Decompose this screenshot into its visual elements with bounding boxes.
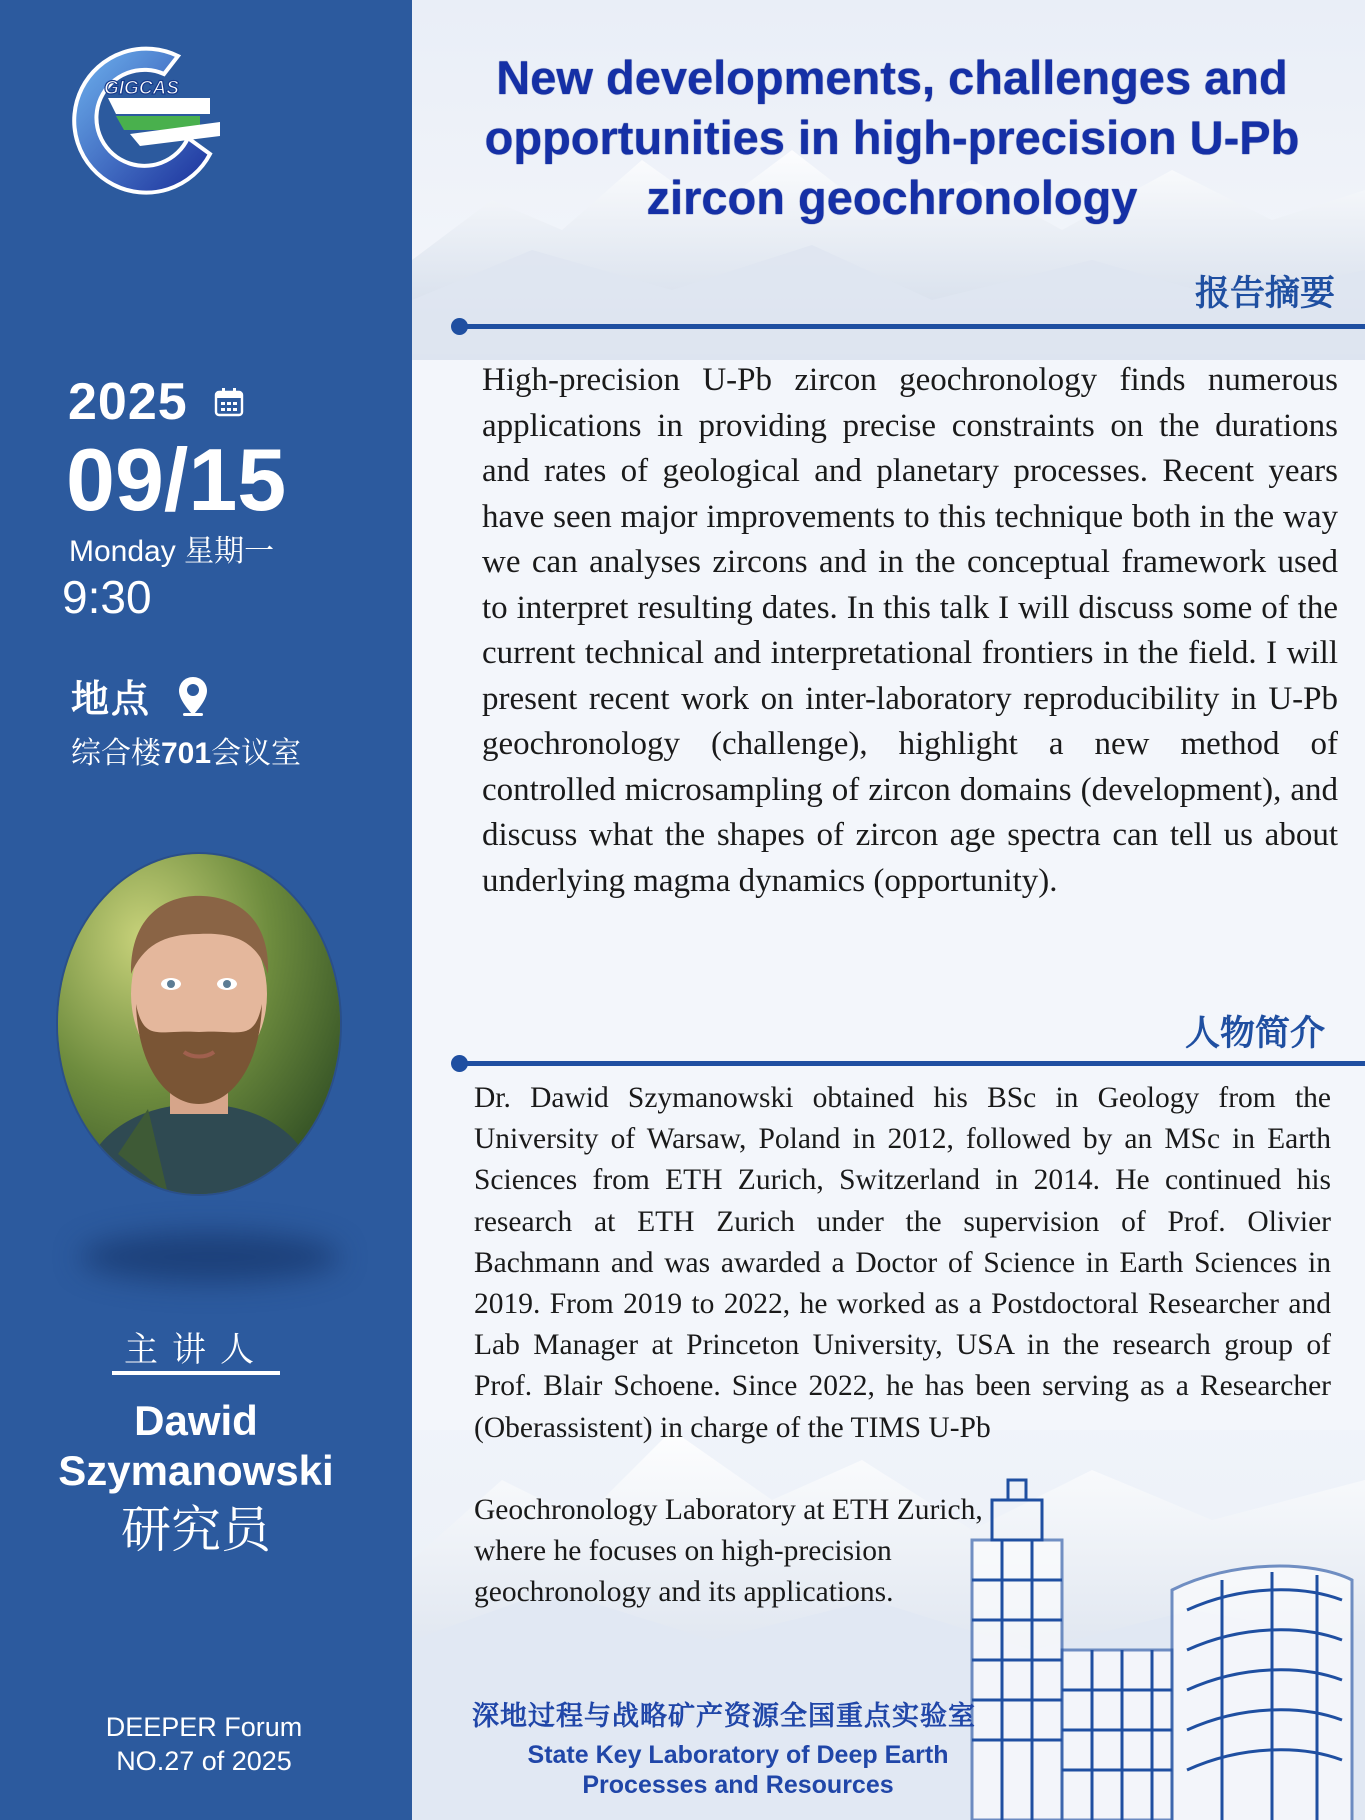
forum-name: DEEPER Forum	[105, 1712, 303, 1742]
photo-shadow	[80, 1232, 340, 1282]
location-label: 地点	[71, 679, 152, 721]
sidebar	[0, 0, 412, 1820]
main-content	[412, 0, 1365, 1820]
speaker-divider	[112, 1371, 280, 1375]
abstract-divider	[458, 324, 1365, 329]
logo-text: GIGCAS	[104, 78, 179, 99]
location-prefix: 综合楼	[71, 737, 161, 770]
map-pin-icon	[177, 675, 209, 717]
bio-text-tail: Geochronology Laboratory at ETH Zurich, where he focuses on high-precision geochronology and its applications.	[474, 1494, 983, 1609]
speaker-photo	[58, 854, 340, 1194]
location-row	[71, 668, 209, 723]
event-year: 2025	[68, 373, 188, 431]
speaker-name-first: Dawid	[134, 1397, 258, 1444]
lab-name-en: State Key Laboratory of Deep Earth Processes and Resources	[527, 1741, 949, 1799]
abstract-text: High-precision U-Pb zircon geochronology finds numerous applications in providing precise constraints on the durations and rates of geological and planetary processes. Recent years have seen major improvements to this technique both in the way we can analyses zircons and in the conceptual framework used to interpret resulting dates. In this talk I will discuss some of the current technical and interpretational frontiers in the field. I will present recent work on inter-laboratory reproducibility in U-Pb geochronology (challenge), highlight a new method of controlled microsampling of zircon domains (development), and discuss what the shapes of zircon age spectra can tell us about underlying magma dynamics (opportunity).	[482, 362, 1338, 899]
speaker-label: 主讲人	[124, 1331, 268, 1369]
location-value	[71, 728, 301, 772]
lab-name-cn: 深地过程与战略矿产资源全国重点实验室	[472, 1701, 976, 1731]
forum-number: NO.27 of 2025	[116, 1746, 292, 1776]
event-time: 9:30	[62, 571, 152, 623]
calendar-icon	[214, 387, 244, 417]
bio-label: 人物简介	[1184, 1014, 1325, 1053]
event-year-row	[68, 372, 244, 432]
bio-divider	[458, 1061, 1365, 1066]
speaker-name-last: Szymanowski	[58, 1447, 334, 1494]
gigcas-logo	[60, 34, 240, 204]
bio-text: Dr. Dawid Szymanowski obtained his BSc in Geology from the University of Warsaw, Poland in 2012, followed by an MSc in Earth Sciences from ETH Zurich, Switzerland in 2014. He continued his research at ETH Zurich under the supervision of Prof. Olivier Bachmann and was awarded a Doctor of Science in Earth Sciences in 2019. From 2019 to 2022, he worked as a Postdoctoral Researcher and Lab Manager at Princeton University, USA in the research group of Prof. Blair Schoene. Since 2022, he has been serving as a Researcher (Oberassistent) in charge of the TIMS U-Pb	[474, 1082, 1331, 1444]
location-room: 701	[161, 737, 212, 770]
location-suffix: 会议室	[211, 737, 302, 770]
forum-info	[0, 1710, 408, 1778]
event-date: 09/15	[66, 430, 287, 529]
event-weekday: Monday 星期一	[69, 535, 275, 568]
talk-title: New developments, challenges and opportunities in high-precision U-Pb zircon geochronology	[484, 51, 1300, 224]
abstract-label: 报告摘要	[1194, 274, 1335, 313]
speaker-name	[0, 1396, 392, 1496]
speaker-title: 研究员	[121, 1502, 271, 1558]
speaker-photo-art	[58, 854, 340, 1194]
